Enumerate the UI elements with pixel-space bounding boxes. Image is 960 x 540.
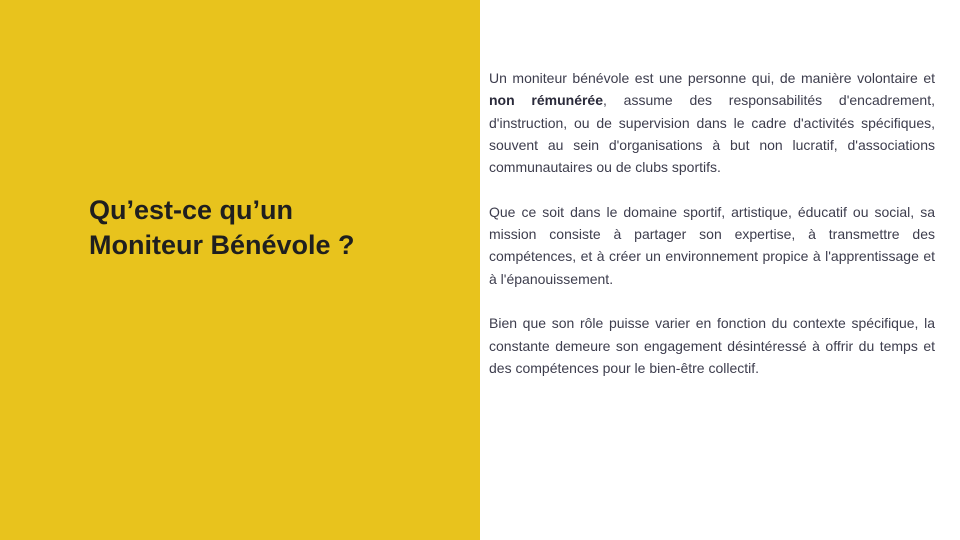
paragraph-1-before: Un moniteur bénévole est une personne qui, de manière volontaire et [489, 70, 935, 86]
paragraph-mission: Que ce soit dans le domaine sportif, artistique, éducatif ou social, sa mission consiste à partager son expertise, à transmettre des compétences, et à créer un environnement propice à l'apprentissage et à l'épanouissement. [489, 203, 935, 287]
title-line-2: Moniteur Bénévole ? [89, 230, 355, 260]
emphasis-non-remuneree: non rémunérée [489, 92, 604, 109]
paragraph-engagement: Bien que son rôle puisse varier en fonction du contexte spécifique, la constante demeure son engagement désintéressé à offrir du temps et des compétences pour le bien-être collectif. [489, 315, 935, 376]
slide-title [89, 193, 459, 263]
paragraph-definition [489, 67, 935, 178]
paragraph-1-after: , assume des responsabilités d'encadrement, d'instruction, ou de supervision dans le cadre d'activités spécifiques, souvent au sein d'organisations à but non lucratif, d'associations communautaires ou de clubs sportifs. [489, 92, 935, 176]
body-text [489, 67, 935, 379]
title-line-1: Qu’est-ce qu’un [89, 195, 294, 225]
